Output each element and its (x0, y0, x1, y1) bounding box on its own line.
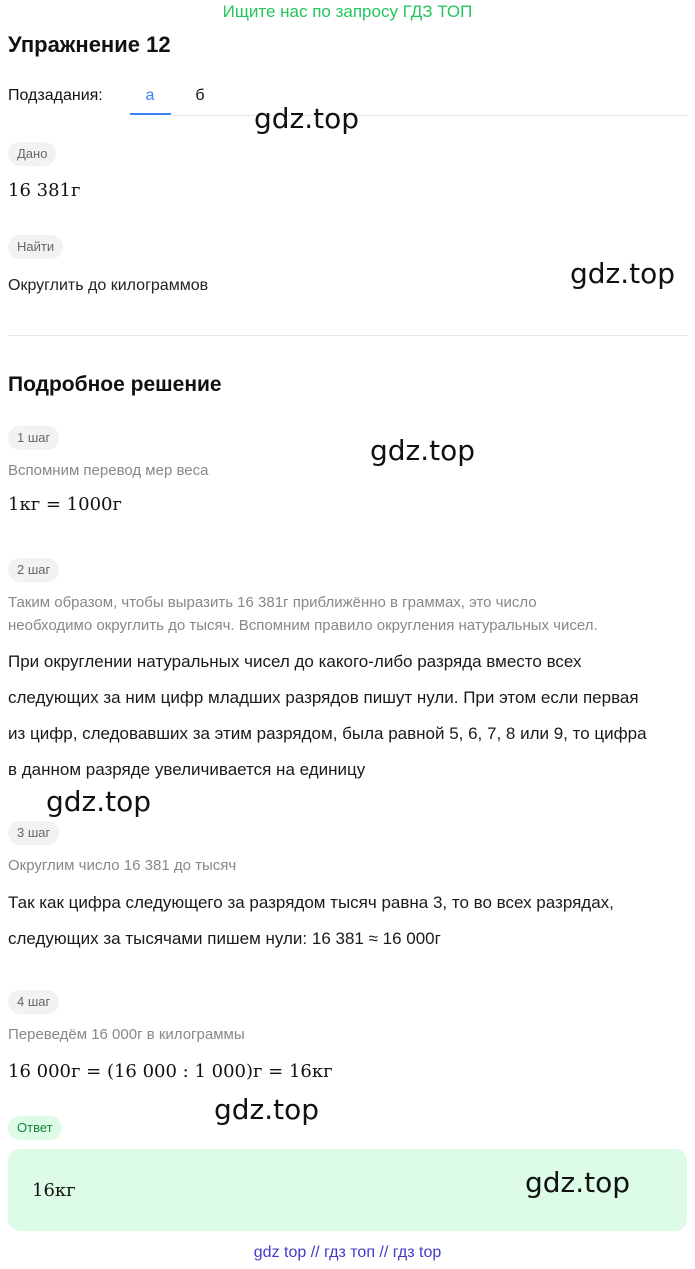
body-line: При округлении натуральных чисел до какого-либо разряда вместо всех (8, 652, 582, 671)
watermark: gdz.top (254, 102, 360, 135)
step-4 (8, 990, 59, 1014)
step-body (8, 885, 695, 957)
tab-subtask-a[interactable]: а (145, 87, 155, 104)
step-chip: 2 шаг (8, 558, 59, 582)
given-value: 16 381г (8, 180, 81, 201)
step-note (8, 591, 687, 637)
step-chip: 4 шаг (8, 990, 59, 1014)
watermark: gdz.top (46, 785, 152, 818)
step-chip: 3 шаг (8, 821, 59, 845)
solution-title: Подробное решение (8, 373, 222, 396)
section-divider (8, 335, 687, 336)
tab-subtask-b[interactable]: б (195, 87, 205, 104)
watermark: gdz.top (370, 434, 476, 467)
answer-section (8, 1116, 62, 1140)
answer-chip: Ответ (8, 1116, 62, 1140)
step-2 (8, 558, 59, 582)
given-chip: Дано (8, 142, 56, 166)
watermark: gdz.top (525, 1166, 631, 1199)
active-tab-indicator (130, 113, 171, 115)
step-note: Округлим число 16 381 до тысяч (8, 857, 237, 874)
body-line: Так как цифра следующего за разрядом тысяч равна 3, то во всех разрядах, (8, 893, 614, 912)
promo-banner: Ищите нас по запросу ГДЗ ТОП (222, 2, 473, 21)
given-section (8, 142, 56, 166)
step-formula: 16 000г = (16 000 : 1 000)г = 16кг (8, 1061, 333, 1082)
find-section (8, 235, 63, 259)
answer-value: 16кг (32, 1180, 76, 1201)
tabs-divider (171, 115, 687, 116)
page-title: Упражнение 12 (8, 32, 171, 57)
body-line: из цифр, следовавших за этим разрядом, была равной 5, 6, 7, 8 или 9, то цифра (8, 724, 647, 743)
step-chip: 1 шаг (8, 426, 59, 450)
step-1 (8, 426, 59, 450)
step-3 (8, 821, 59, 845)
step-note: Переведём 16 000г в килограммы (8, 1026, 245, 1043)
body-line: следующих за тысячами пишем нули: 16 381 ≈ 16 000г (8, 929, 441, 948)
note-line: Таким образом, чтобы выразить 16 381г приближённо в граммах, это число (8, 594, 537, 611)
watermark: gdz.top (570, 257, 676, 290)
note-line: необходимо округлить до тысяч. Вспомним правило округления натуральных чисел. (8, 617, 598, 634)
step-formula: 1кг = 1000г (8, 494, 122, 515)
step-note: Вспомним перевод мер веса (8, 462, 209, 479)
find-chip: Найти (8, 235, 63, 259)
watermark: gdz.top (214, 1093, 320, 1126)
step-body (8, 644, 695, 788)
subtasks-label: Подзадания: (8, 87, 103, 104)
body-line: в данном разряде увеличивается на единицу (8, 760, 366, 779)
find-text: Округлить до килограммов (8, 277, 209, 294)
footer-links[interactable]: gdz top // гдз топ // гдз top (253, 1244, 442, 1261)
body-line: следующих за ним цифр младших разрядов пишут нули. При этом если первая (8, 688, 639, 707)
